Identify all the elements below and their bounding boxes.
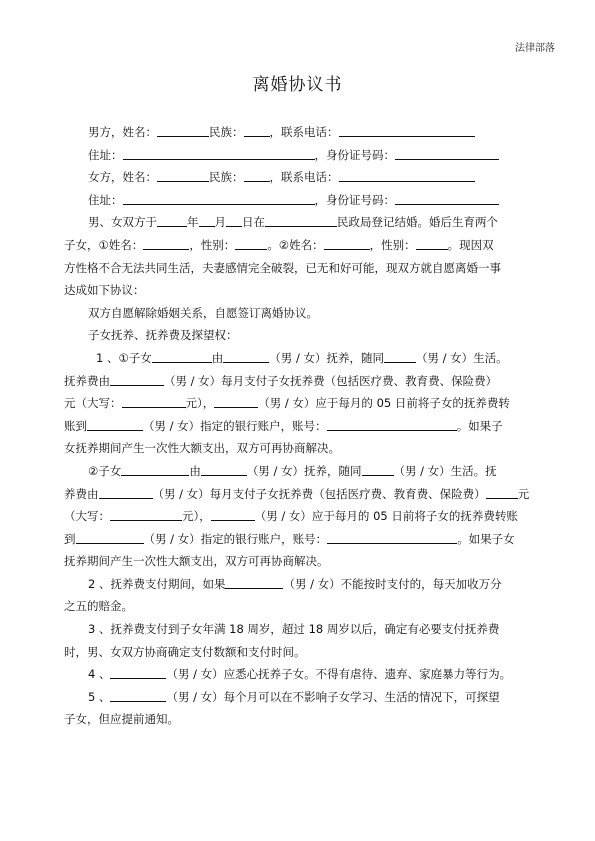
item1b-text-2: （男 / 女）抚养，随同 — [246, 463, 362, 478]
marriage-year-blank[interactable] — [157, 214, 187, 227]
item4-line-1 — [64, 663, 537, 686]
item5-line-2: 子女，但应提前通知。 — [64, 712, 179, 727]
marriage-line-3: 方性格不合无法共同生活，夫妻感情完全破裂，已无和好可能，现双方就自愿离婚一事 — [64, 260, 501, 275]
item1b-transferer-blank[interactable] — [211, 508, 255, 521]
item1-support-text: （男 / 女）每月支付子女抚养费（包括医疗费、教育费、保险费） — [164, 373, 498, 388]
item4-text-2: （男 / 女）应悉心抚养子女。不得有虐待、遗弃、家庭暴力等行为。 — [166, 667, 512, 682]
item1-line-2 — [64, 370, 537, 393]
item1-recipient-blank[interactable] — [87, 418, 143, 431]
item1b-transfer-text: （男 / 女）应于每月的 05 日前将子女的抚养费转账 — [254, 509, 518, 524]
male-phone-label: ，联系电话： — [269, 125, 339, 139]
document-title: 离婚协议书 — [252, 75, 343, 95]
item1-amount-label: 元（大写： — [64, 396, 122, 411]
item1-line-4 — [64, 415, 537, 438]
female-ethnicity-label: 民族： — [209, 170, 244, 185]
month-label: 月 — [214, 215, 226, 230]
item1-line-5: 女抚养期间产生一次性大额支出，双方可再协商解决。 — [64, 441, 340, 456]
item1b-support-label: 养费由 — [64, 486, 99, 501]
item2-party-blank[interactable] — [225, 576, 283, 589]
male-id-label: ，身份证号码： — [314, 147, 395, 162]
female-ethnicity-blank[interactable] — [244, 169, 270, 182]
item5-line-1 — [64, 686, 537, 709]
item1b-support-text: （男 / 女）每月支付子女抚养费（包括医疗费、教育费、保险费） — [152, 486, 486, 501]
male-address-line — [64, 144, 537, 167]
item1b-text: ②子女 — [88, 463, 122, 478]
item1b-residence-blank[interactable] — [362, 463, 394, 476]
female-id-blank[interactable] — [395, 192, 499, 205]
child1-name-blank[interactable] — [143, 237, 189, 250]
male-address-blank[interactable] — [123, 147, 315, 160]
marriage-line-4: 达成如下协议： — [64, 283, 145, 298]
marriage-text-3: 。现因双 — [447, 237, 494, 252]
item1-amount-unit: 元）， — [185, 396, 215, 411]
male-ethnicity-blank[interactable] — [244, 124, 270, 137]
item1b-by-label: 由 — [189, 463, 201, 478]
item1b-line-2 — [64, 483, 537, 506]
marriage-line-1 — [64, 211, 537, 234]
item4-party-blank[interactable] — [110, 666, 166, 679]
male-phone-blank[interactable] — [339, 124, 475, 137]
male-name-blank[interactable] — [157, 124, 209, 137]
female-address-line — [64, 189, 537, 212]
item1-child-blank[interactable] — [152, 350, 212, 363]
item1b-child-blank[interactable] — [121, 463, 189, 476]
item1-transferer-blank[interactable] — [214, 395, 258, 408]
child1-gender-label: ，性别： — [189, 237, 236, 252]
item1b-account-blank[interactable] — [327, 531, 457, 544]
marriage-text-2: 民政局登记结婚。婚后生育两个 — [337, 215, 498, 230]
item1b-recipient-blank[interactable] — [76, 531, 144, 544]
item1-text-4: 。如果子 — [456, 418, 503, 433]
item1-support-label: 抚养费由 — [64, 373, 110, 388]
child2-name-blank[interactable] — [324, 237, 370, 250]
female-name-blank[interactable] — [157, 169, 209, 182]
child2-name-label: 。②姓名： — [267, 237, 324, 252]
item1-text-2: （男 / 女）抚养，随同 — [269, 350, 384, 365]
item2-line-2: 之五的赔金。 — [64, 599, 133, 614]
item1-text-3: （男 / 女）生活。 — [415, 350, 508, 365]
day-label: 日在 — [242, 215, 265, 230]
male-ethnicity-label: 民族： — [209, 125, 244, 139]
female-id-label: ，身份证号码： — [314, 192, 395, 207]
item1-account-label: （男 / 女）指定的银行账户，账号： — [143, 418, 327, 433]
item1-amount-blank[interactable] — [122, 395, 186, 408]
item1b-line-4 — [64, 528, 537, 551]
item1b-amount-cap-blank[interactable] — [110, 508, 182, 521]
female-phone-blank[interactable] — [339, 169, 475, 182]
female-info-line — [64, 166, 537, 189]
item1-by-label: 由 — [211, 350, 224, 365]
female-address-label: 住址： — [88, 192, 123, 207]
item1-account-blank[interactable] — [327, 418, 457, 431]
male-name-label: 男方，姓名： — [88, 125, 157, 139]
item5-text: 5 、 — [88, 689, 111, 704]
item1b-amount-cap-label: （大写： — [64, 509, 110, 524]
item1b-account-label: （男 / 女）指定的银行账户，账号： — [143, 531, 328, 546]
item5-party-blank[interactable] — [110, 689, 166, 702]
item1-transfer-text: （男 / 女）应于每月的 05 日前将子女的抚养费转 — [258, 396, 510, 411]
item1-text: 1 、①子女 — [96, 350, 152, 365]
marriage-day-blank[interactable] — [226, 214, 242, 227]
child1-gender-blank[interactable] — [235, 237, 267, 250]
item2-line-1 — [64, 573, 537, 596]
document-body — [64, 121, 537, 731]
child2-gender-blank[interactable] — [416, 237, 448, 250]
item1b-line-5: 抚养期间产生一次性大额支出，双方可再协商解决。 — [64, 554, 329, 569]
item1-payer-blank[interactable] — [110, 373, 164, 386]
item1b-payer-blank[interactable] — [99, 486, 153, 499]
item4-text: 4 、 — [88, 667, 111, 682]
item1b-yuan-label: 元 — [517, 486, 530, 501]
item1b-account-to-label: 到 — [64, 531, 76, 546]
male-info-line — [64, 121, 537, 144]
section-heading: 子女抚养、抚养费及探望权： — [88, 328, 238, 343]
item1-account-to-label: 账到 — [64, 418, 87, 433]
item1-line-1 — [64, 347, 537, 370]
item1b-text-3: （男 / 女）生活。抚 — [393, 463, 497, 478]
item1-custodian-blank[interactable] — [223, 350, 269, 363]
marriage-line-2 — [64, 234, 537, 257]
marriage-month-blank[interactable] — [199, 214, 215, 227]
child2-gender-label: ，性别： — [369, 237, 416, 252]
male-address-label: 住址： — [88, 147, 123, 162]
marriage-bureau-blank[interactable] — [265, 214, 337, 227]
female-name-label: 女方，姓名： — [88, 170, 157, 185]
item1b-amount-blank[interactable] — [486, 486, 518, 499]
item1-line-3 — [64, 392, 537, 415]
item3-line-1: 3 、抚养费支付到子女年满 18 周岁，超过 18 周岁以后，确定有必要支付抚养费 — [88, 622, 500, 637]
brand-label: 法律部落 — [515, 43, 555, 54]
item1b-custodian-blank[interactable] — [201, 463, 247, 476]
item1b-line-3 — [64, 505, 537, 528]
item1b-amount-unit: 元）， — [182, 509, 211, 524]
item2-text-2: （男 / 女）不能按时支付的，每天加收万分 — [283, 576, 502, 591]
item1-residence-blank[interactable] — [384, 350, 416, 363]
agreement-intro: 双方自愿解除婚姻关系，自愿签订离婚协议。 — [88, 305, 318, 320]
male-id-blank[interactable] — [395, 147, 499, 160]
item2-text: 2 、抚养费支付期间，如果 — [88, 576, 226, 591]
female-phone-label: ，联系电话： — [269, 170, 339, 185]
item5-text-2: （男 / 女）每个月可以在不影响子女学习、生活的情况下，可探望 — [166, 689, 500, 704]
female-address-blank[interactable] — [123, 192, 315, 205]
item1b-line-1 — [64, 460, 537, 483]
item3-line-2: 时，男、女双方协商确定支付数额和支付时间。 — [64, 644, 306, 659]
year-label: 年 — [187, 215, 199, 230]
child1-name-label: 子女，①姓名： — [64, 237, 144, 252]
item1b-text-4: 。如果子女 — [457, 531, 515, 546]
marriage-text: 男、女双方于 — [88, 215, 157, 230]
